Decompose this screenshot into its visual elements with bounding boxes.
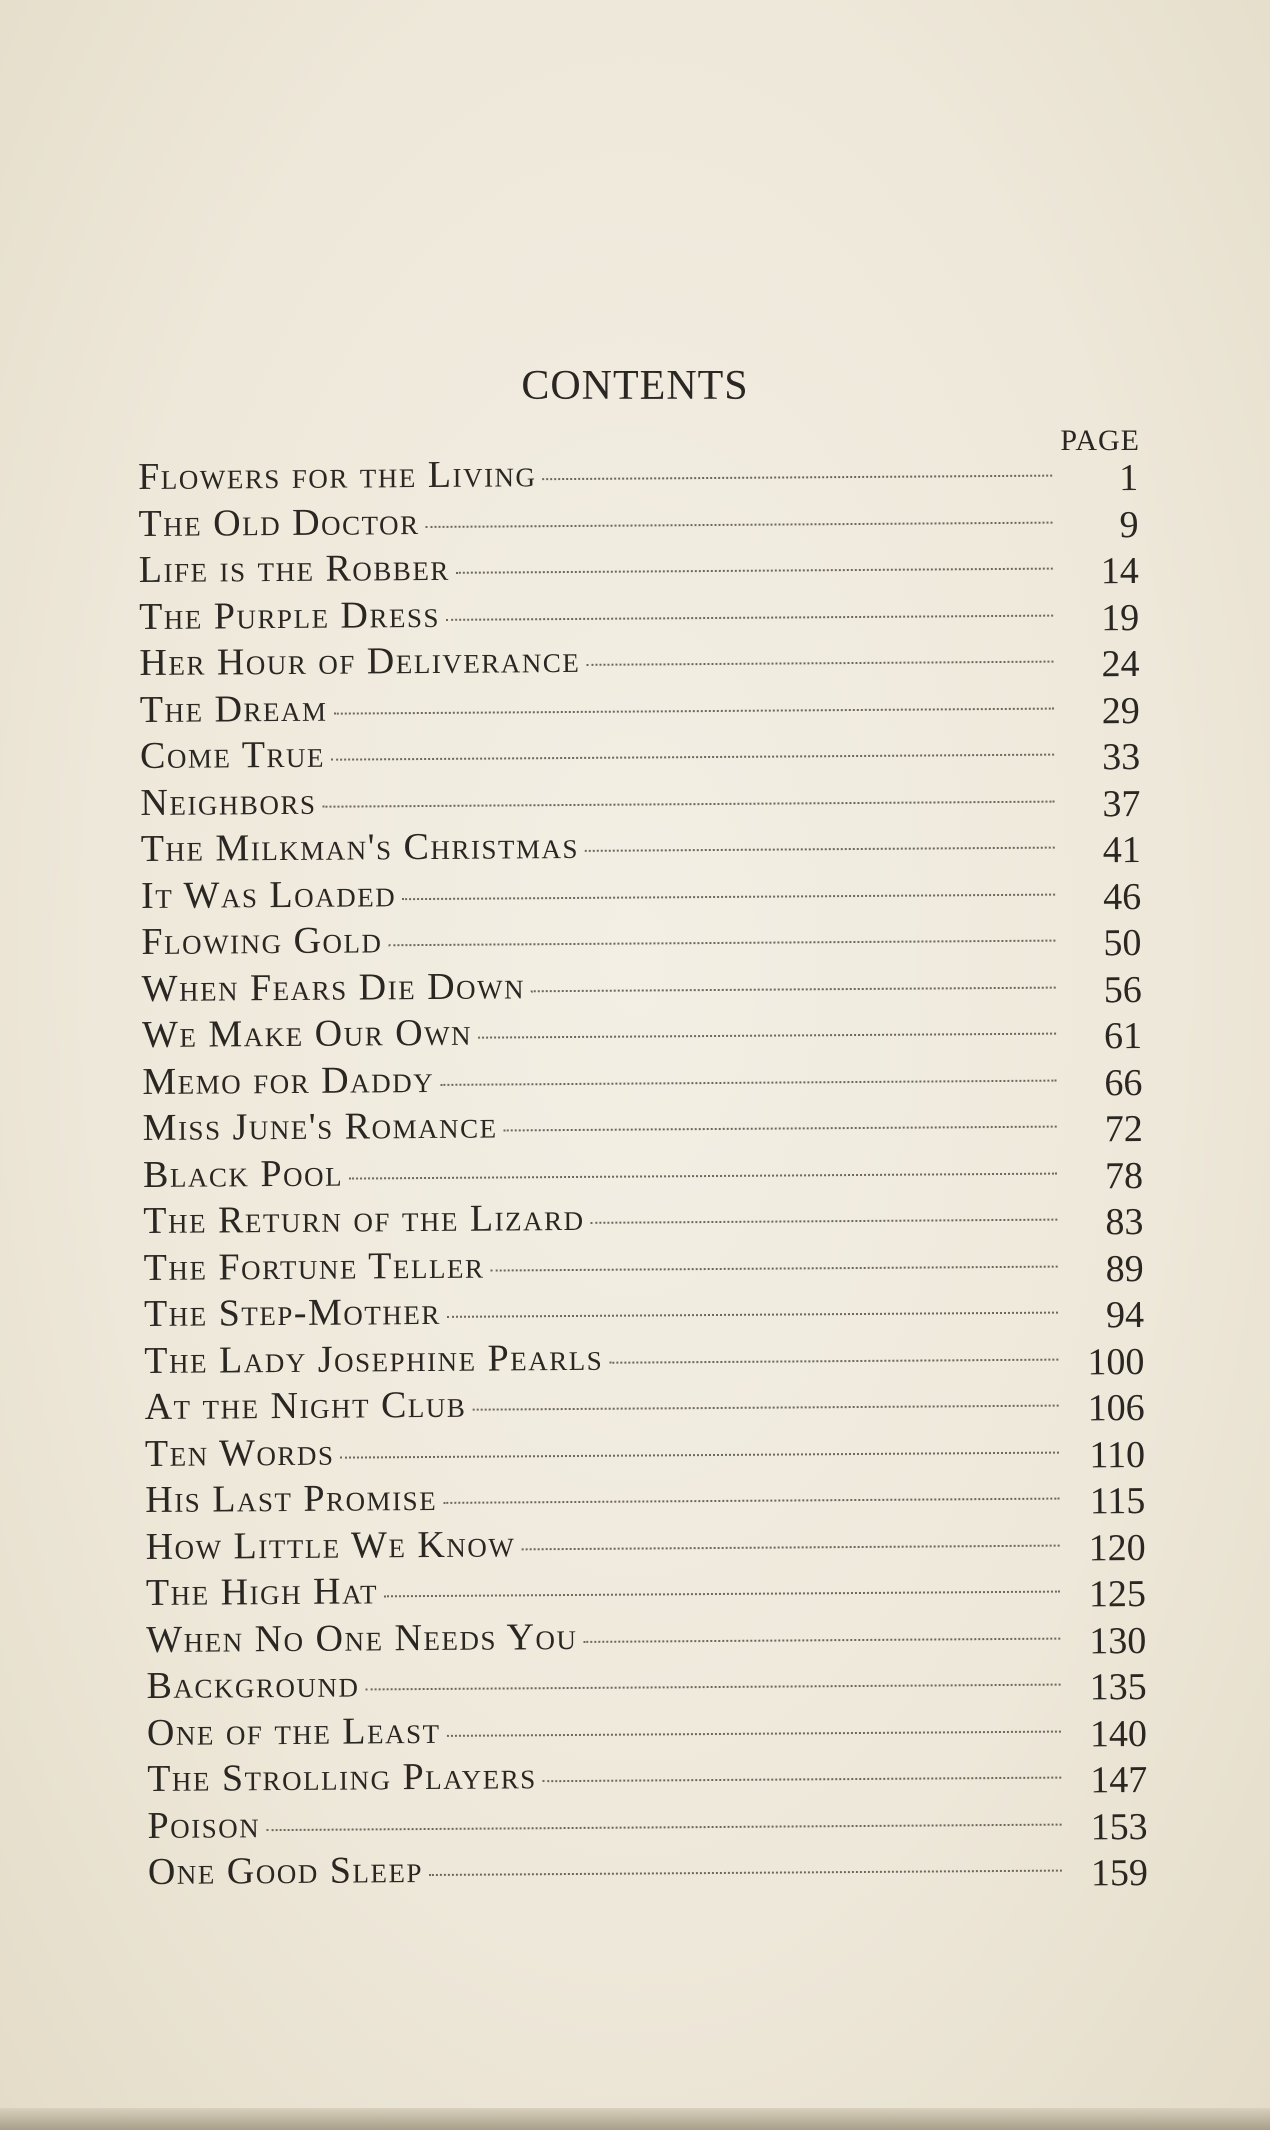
toc-entry: [143, 1099, 1143, 1152]
toc-entry-page-number: 19: [1101, 596, 1140, 639]
dot-leader: [447, 1312, 1058, 1318]
toc-entry-title: His Last Promise: [145, 1476, 438, 1521]
toc-entry: [144, 1331, 1144, 1384]
toc-entry-page-number: 94: [1105, 1293, 1145, 1337]
toc-entry-page-number: 147: [1090, 1758, 1148, 1802]
toc-entry-page-number: 115: [1089, 1479, 1146, 1523]
toc-entry-page-number: 14: [1100, 550, 1139, 593]
page-bottom-edge: [0, 2108, 1270, 2130]
toc-entry: [143, 1146, 1143, 1199]
toc-entry-title: The Fortune Teller: [143, 1244, 485, 1289]
toc-entry: [144, 1238, 1144, 1291]
dot-leader: [322, 800, 1054, 807]
toc-entry-title: Poison: [147, 1803, 261, 1847]
toc-entry-page-number: 61: [1103, 1015, 1143, 1058]
toc-entry-page-number: 106: [1087, 1386, 1145, 1430]
toc-entry: [146, 1657, 1146, 1710]
dot-leader: [456, 568, 1053, 574]
dot-leader: [609, 1358, 1058, 1363]
dot-leader: [585, 847, 1055, 852]
toc-entry-title: One Good Sleep: [147, 1849, 424, 1893]
dot-leader: [266, 1823, 1061, 1831]
dot-leader: [402, 893, 1055, 900]
toc-entry-page-number: 46: [1102, 875, 1142, 918]
dot-leader: [443, 1498, 1059, 1504]
toc-entry-title: The High Hat: [145, 1570, 379, 1614]
toc-entry: [140, 727, 1140, 780]
dot-leader: [446, 614, 1053, 620]
toc-entry-page-number: 66: [1104, 1061, 1143, 1104]
toc-entry: [142, 1006, 1142, 1059]
toc-entry-page-number: 1: [1119, 457, 1139, 500]
page-column-label: PAGE: [1060, 424, 1140, 457]
toc-entry: [147, 1750, 1147, 1803]
toc-entry: [145, 1517, 1145, 1570]
toc-entry-page-number: 29: [1101, 689, 1140, 732]
toc-entry: [140, 774, 1140, 827]
toc-entry-title: Flowers for the Living: [138, 453, 537, 498]
toc-entry-page-number: 153: [1090, 1805, 1148, 1848]
toc-entry: [141, 867, 1141, 920]
dot-leader: [542, 475, 1052, 481]
dot-leader: [365, 1684, 1060, 1691]
toc-entry: [141, 820, 1141, 873]
toc-entry-page-number: 140: [1089, 1712, 1148, 1755]
toc-entry: [139, 634, 1139, 687]
dot-leader: [333, 707, 1053, 714]
toc-entry-title: How Little We Know: [145, 1522, 516, 1568]
toc-entry: [143, 1192, 1143, 1245]
toc-entry-page-number: 83: [1105, 1201, 1144, 1244]
toc-entry: [147, 1796, 1147, 1849]
toc-entry-page-number: 37: [1102, 782, 1141, 825]
toc-entry-title: Miss June's Romance: [142, 1104, 498, 1149]
toc-entry-title: We Make Our Own: [141, 1011, 473, 1056]
toc-entry-page-number: 135: [1089, 1665, 1147, 1709]
toc-entry-title: At the Night Club: [144, 1383, 467, 1428]
toc-entry-page-number: 56: [1103, 968, 1142, 1011]
toc-entry-title: Background: [146, 1663, 360, 1707]
toc-entry-page-number: 100: [1087, 1340, 1145, 1383]
toc-entry: [142, 960, 1142, 1013]
toc-entry-title: It Was Loaded: [140, 872, 397, 917]
dot-leader: [472, 1405, 1058, 1411]
toc-entry: [139, 588, 1139, 641]
toc-entry-title: Neighbors: [140, 780, 317, 824]
toc-entry-page-number: 89: [1105, 1247, 1144, 1290]
toc-entry-title: Flowing Gold: [141, 919, 383, 963]
toc-entry-title: One of the Least: [146, 1709, 441, 1754]
toc-entry-page-number: 41: [1102, 829, 1141, 872]
dot-leader: [384, 1591, 1060, 1598]
toc-entry: [147, 1703, 1147, 1756]
toc-entry: [145, 1471, 1145, 1524]
toc-entry: [146, 1610, 1146, 1663]
dot-leader: [531, 986, 1056, 992]
toc-entry-title: The Dream: [139, 687, 328, 731]
dot-leader: [490, 1265, 1057, 1271]
toc-entry-title: When No One Needs You: [146, 1615, 578, 1661]
dot-leader: [586, 661, 1053, 666]
dot-leader: [583, 1637, 1060, 1642]
toc-entry-title: The Return of the Lizard: [143, 1196, 585, 1242]
dot-leader: [349, 1172, 1057, 1179]
dot-leader: [340, 1451, 1059, 1458]
dot-leader: [429, 1870, 1062, 1876]
dot-leader: [426, 521, 1053, 527]
toc-entry-page-number: 33: [1101, 736, 1141, 779]
toc-entry: [144, 1378, 1144, 1431]
contents-heading: CONTENTS: [521, 363, 749, 409]
toc-entry-title: The Lady Josephine Pearls: [144, 1336, 604, 1382]
dot-leader: [543, 1777, 1062, 1783]
toc-entry-page-number: 9: [1119, 503, 1139, 546]
toc-entry-page-number: 120: [1088, 1526, 1146, 1569]
toc-entry: [142, 1053, 1142, 1106]
toc-entry-title: Come True: [139, 733, 326, 777]
toc-entry-page-number: 24: [1101, 643, 1140, 686]
toc-entry-title: The Old Doctor: [138, 500, 420, 545]
dot-leader: [447, 1730, 1061, 1736]
toc-entry: [148, 1843, 1148, 1896]
toc-entry-title: Her Hour of Deliverance: [139, 638, 581, 684]
toc-entry-title: The Purple Dress: [138, 593, 441, 638]
dot-leader: [591, 1219, 1058, 1224]
toc-entry-title: The Milkman's Christmas: [140, 824, 580, 870]
dot-leader: [521, 1544, 1059, 1550]
toc-entry-page-number: 159: [1090, 1851, 1149, 1895]
toc-entry: [139, 541, 1139, 594]
toc-entry: [146, 1564, 1146, 1617]
toc-entry-page-number: 50: [1103, 922, 1142, 965]
toc-entry-title: Black Pool: [142, 1152, 344, 1196]
toc-entry: [141, 913, 1141, 966]
toc-entry: [138, 448, 1138, 501]
table-of-contents: [138, 448, 1148, 1896]
toc-entry: [138, 495, 1138, 548]
toc-entry-page-number: 78: [1104, 1154, 1144, 1197]
toc-entry-page-number: 130: [1089, 1619, 1147, 1662]
toc-entry: [145, 1424, 1145, 1477]
toc-entry-page-number: 72: [1104, 1108, 1143, 1151]
dot-leader: [440, 1079, 1056, 1085]
toc-entry-page-number: 125: [1088, 1572, 1147, 1616]
toc-entry: [140, 681, 1140, 734]
dot-leader: [331, 754, 1054, 761]
toc-entry-title: Life is the Robber: [138, 546, 451, 591]
toc-entry-page-number: 110: [1089, 1433, 1146, 1476]
toc-entry-title: Ten Words: [144, 1431, 335, 1475]
dot-leader: [504, 1126, 1057, 1132]
toc-entry-title: The Strolling Players: [147, 1755, 537, 1800]
toc-entry-title: The Step-Mother: [143, 1290, 441, 1335]
dot-leader: [388, 940, 1055, 947]
toc-entry: [144, 1285, 1144, 1338]
dot-leader: [478, 1033, 1056, 1039]
toc-entry-title: When Fears Die Down: [141, 964, 526, 1010]
toc-entry-title: Memo for Daddy: [142, 1058, 435, 1103]
